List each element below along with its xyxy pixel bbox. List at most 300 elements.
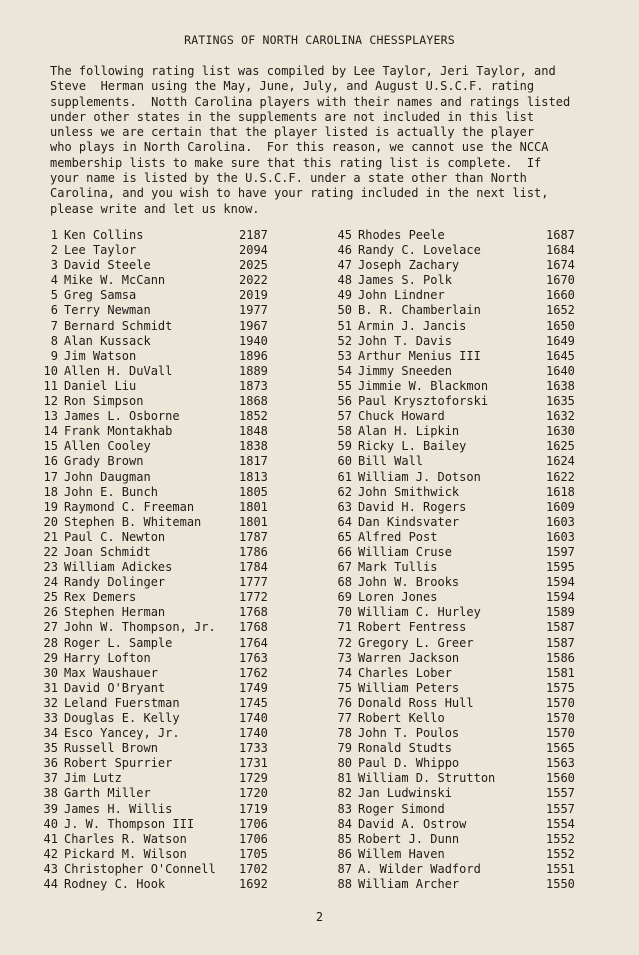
player-name: Allen H. DuVall (64, 363, 173, 378)
player-row (330, 485, 590, 500)
player-rating: 1645 (546, 348, 575, 363)
player-name: Gregory L. Greer (358, 635, 474, 650)
rank-number: 62 (337, 484, 352, 499)
rank-number: 30 (43, 665, 58, 680)
player-name: James H. Willis (64, 801, 173, 816)
ratings-list-right (330, 228, 590, 892)
rank-number: 73 (337, 650, 352, 665)
player-rating: 1557 (546, 801, 575, 816)
player-rating: 1719 (239, 801, 268, 816)
rank-number: 16 (43, 454, 58, 469)
player-rating: 1603 (546, 514, 575, 529)
player-rating: 2022 (239, 273, 268, 288)
player-name: Charles Lober (358, 665, 452, 680)
player-rating: 1557 (546, 786, 575, 801)
player-name: Paul D. Whippo (358, 756, 460, 771)
player-row (36, 741, 336, 756)
rank-number: 3 (50, 258, 58, 273)
player-rating: 1594 (546, 590, 575, 605)
player-row (330, 379, 590, 394)
player-name: Rhodes Peele (358, 228, 445, 242)
rank-number: 40 (43, 816, 58, 831)
player-rating: 1801 (239, 499, 268, 514)
player-name: Mark Tullis (358, 560, 438, 575)
player-name: John W. Brooks (358, 575, 460, 590)
player-name: Jan Ludwinski (358, 786, 452, 801)
player-name: Jim Watson (64, 348, 137, 363)
player-rating: 1660 (546, 288, 575, 303)
player-rating: 1720 (239, 786, 268, 801)
page-number: 2 (315, 910, 324, 924)
player-name: Ricky L. Bailey (358, 439, 467, 454)
player-row (36, 424, 336, 439)
intro-line: Carolina, and you wish to have your rating included in the next list, (50, 186, 549, 201)
player-name: John E. Bunch (64, 484, 158, 499)
player-name: David Steele (64, 258, 151, 273)
player-name: Ronald Studts (358, 741, 452, 756)
rank-number: 42 (43, 846, 58, 861)
rank-number: 51 (337, 318, 352, 333)
player-name: William Cruse (358, 544, 452, 559)
player-row (330, 681, 590, 696)
player-rating: 1587 (546, 620, 575, 635)
player-rating: 1670 (546, 273, 575, 288)
player-row (36, 303, 336, 318)
intro-line: supplements. Notth Carolina players with their names and ratings listed (50, 94, 571, 109)
player-rating: 1940 (239, 333, 268, 348)
player-name: Joseph Zachary (358, 258, 460, 273)
player-rating: 1638 (546, 378, 575, 393)
player-rating: 1967 (239, 318, 268, 333)
player-name: Loren Jones (358, 590, 438, 605)
player-rating: 1650 (546, 318, 575, 333)
player-rating: 1733 (239, 741, 268, 756)
player-name: Alfred Post (358, 529, 438, 544)
player-name: Daniel Liu (64, 378, 137, 393)
player-rating: 1687 (546, 228, 575, 242)
player-row (330, 575, 590, 590)
player-name: James S. Polk (358, 273, 452, 288)
rank-number: 66 (337, 544, 352, 559)
player-row (36, 666, 336, 681)
player-row (36, 409, 336, 424)
player-name: Warren Jackson (358, 650, 460, 665)
player-name: Alan H. Lipkin (358, 424, 460, 439)
player-row (330, 605, 590, 620)
rank-number: 84 (337, 816, 352, 831)
player-row (330, 319, 590, 334)
rank-number: 31 (43, 680, 58, 695)
player-name: Leland Fuerstman (64, 695, 180, 710)
player-rating: 1684 (546, 243, 575, 258)
intro-line: unless we are certain that the player listed is actually the player (50, 125, 535, 140)
intro-line: Steve Herman using the May, June, July, and August U.S.C.F. rating (50, 79, 535, 94)
player-row (330, 228, 590, 243)
rank-number: 71 (337, 620, 352, 635)
rank-number: 38 (43, 786, 58, 801)
player-rating: 1705 (239, 846, 268, 861)
player-row (330, 545, 590, 560)
rank-number: 68 (337, 575, 352, 590)
rank-number: 56 (337, 394, 352, 409)
player-row (36, 605, 336, 620)
player-name: Paul C. Newton (64, 529, 166, 544)
player-name: John T. Poulos (358, 726, 460, 741)
player-name: Donald Ross Hull (358, 695, 474, 710)
player-name: Pickard M. Wilson (64, 846, 187, 861)
rank-number: 47 (337, 258, 352, 273)
player-row (330, 832, 590, 847)
player-name: John Daugman (64, 469, 151, 484)
rank-number: 24 (43, 575, 58, 590)
rank-number: 79 (337, 741, 352, 756)
intro-line: please write and let us know. (50, 201, 260, 216)
player-row (330, 243, 590, 258)
player-rating: 2187 (239, 228, 268, 242)
player-row (36, 756, 336, 771)
player-row (330, 424, 590, 439)
ratings-list-left (36, 228, 336, 892)
player-name: Esco Yancey, Jr. (64, 726, 180, 741)
player-row (36, 832, 336, 847)
player-name: Bernard Schmidt (64, 318, 173, 333)
player-row (36, 575, 336, 590)
player-rating: 1551 (546, 861, 575, 876)
rank-number: 86 (337, 846, 352, 861)
player-rating: 1777 (239, 575, 268, 590)
rank-number: 27 (43, 620, 58, 635)
player-rating: 1674 (546, 258, 575, 273)
player-row (36, 862, 336, 877)
player-row (330, 651, 590, 666)
player-rating: 1763 (239, 650, 268, 665)
player-name: Jimmie W. Blackmon (358, 378, 489, 393)
player-name: Robert Spurrier (64, 756, 173, 771)
player-row (330, 741, 590, 756)
rank-number: 57 (337, 409, 352, 424)
rank-number: 35 (43, 741, 58, 756)
player-row (330, 771, 590, 786)
player-name: Stephen B. Whiteman (64, 514, 202, 529)
player-row (36, 273, 336, 288)
player-row (330, 666, 590, 681)
player-row (330, 802, 590, 817)
player-rating: 1552 (546, 846, 575, 861)
rank-number: 32 (43, 695, 58, 710)
player-row (36, 771, 336, 786)
player-rating: 2019 (239, 288, 268, 303)
player-row (36, 590, 336, 605)
player-row (330, 786, 590, 801)
player-row (330, 500, 590, 515)
player-row (36, 379, 336, 394)
player-name: Harry Lofton (64, 650, 151, 665)
player-rating: 1873 (239, 378, 268, 393)
player-rating: 1587 (546, 635, 575, 650)
player-name: Armin J. Jancis (358, 318, 467, 333)
rank-number: 37 (43, 771, 58, 786)
rank-number: 54 (337, 363, 352, 378)
rank-number: 50 (337, 303, 352, 318)
player-rating: 1702 (239, 861, 268, 876)
rank-number: 75 (337, 680, 352, 695)
player-rating: 1731 (239, 756, 268, 771)
rank-number: 88 (337, 877, 352, 892)
player-name: Garth Miller (64, 786, 151, 801)
player-name: Max Waushauer (64, 665, 158, 680)
rank-number: 26 (43, 605, 58, 620)
player-rating: 1764 (239, 635, 268, 650)
player-rating: 1813 (239, 469, 268, 484)
player-rating: 1575 (546, 680, 575, 695)
player-rating: 1594 (546, 575, 575, 590)
player-rating: 1868 (239, 394, 268, 409)
intro-line: The following rating list was compiled by Lee Taylor, Jeri Taylor, and (50, 64, 556, 78)
player-rating: 1692 (239, 877, 268, 892)
rank-number: 76 (337, 695, 352, 710)
player-row (36, 530, 336, 545)
player-row (36, 696, 336, 711)
rank-number: 83 (337, 801, 352, 816)
player-name: John W. Thompson, Jr. (64, 620, 216, 635)
player-name: Arthur Menius III (358, 348, 481, 363)
player-name: John Lindner (358, 288, 445, 303)
rank-number: 12 (43, 394, 58, 409)
player-row (330, 454, 590, 469)
player-rating: 1597 (546, 544, 575, 559)
rank-number: 29 (43, 650, 58, 665)
player-row (330, 409, 590, 424)
player-row (330, 349, 590, 364)
player-rating: 1745 (239, 695, 268, 710)
player-name: Robert Fentress (358, 620, 467, 635)
player-rating: 1630 (546, 424, 575, 439)
player-row (36, 470, 336, 485)
player-row (36, 394, 336, 409)
player-row (36, 711, 336, 726)
rank-number: 67 (337, 560, 352, 575)
player-row (36, 364, 336, 379)
intro-line: your name is listed by the U.S.C.F. under a state other than North (50, 171, 527, 186)
player-row (330, 394, 590, 409)
rank-number: 23 (43, 560, 58, 575)
player-name: J. W. Thompson III (64, 816, 195, 831)
player-name: Grady Brown (64, 454, 144, 469)
rank-number: 61 (337, 469, 352, 484)
player-name: James L. Osborne (64, 409, 180, 424)
player-rating: 1635 (546, 394, 575, 409)
player-name: William Peters (358, 680, 460, 695)
player-name: Christopher O'Connell (64, 861, 216, 876)
rank-number: 64 (337, 514, 352, 529)
rank-number: 70 (337, 605, 352, 620)
player-row (36, 334, 336, 349)
player-row (36, 786, 336, 801)
player-rating: 1563 (546, 756, 575, 771)
rank-number: 74 (337, 665, 352, 680)
player-name: Randy C. Lovelace (358, 243, 481, 258)
player-name: Mike W. McCann (64, 273, 166, 288)
player-row (36, 560, 336, 575)
player-name: Jim Lutz (64, 771, 122, 786)
player-rating: 1622 (546, 469, 575, 484)
rank-number: 58 (337, 424, 352, 439)
player-rating: 1848 (239, 424, 268, 439)
rank-number: 69 (337, 590, 352, 605)
player-row (36, 877, 336, 892)
rank-number: 1 (50, 228, 58, 242)
player-rating: 1772 (239, 590, 268, 605)
player-row (36, 319, 336, 334)
rank-number: 7 (50, 318, 58, 333)
intro-line: under other states in the supplements are not included in this list (50, 109, 535, 124)
player-row (36, 439, 336, 454)
player-row (330, 258, 590, 273)
rank-number: 48 (337, 273, 352, 288)
rank-number: 34 (43, 726, 58, 741)
player-rating: 1889 (239, 363, 268, 378)
player-rating: 1649 (546, 333, 575, 348)
player-rating: 1554 (546, 816, 575, 831)
rank-number: 80 (337, 756, 352, 771)
player-name: David H. Rogers (358, 499, 467, 514)
player-rating: 1570 (546, 711, 575, 725)
player-row (330, 862, 590, 877)
intro-line: who plays in North Carolina. For this reason, we cannot use the NCCA (50, 140, 549, 155)
player-name: John T. Davis (358, 333, 452, 348)
player-rating: 1740 (239, 726, 268, 741)
player-row (330, 636, 590, 651)
player-row (330, 530, 590, 545)
player-rating: 1706 (239, 816, 268, 831)
rank-number: 18 (43, 484, 58, 499)
player-rating: 1852 (239, 409, 268, 424)
player-rating: 1586 (546, 650, 575, 665)
rank-number: 82 (337, 786, 352, 801)
player-name: Chuck Howard (358, 409, 445, 424)
player-name: Robert Kello (358, 711, 445, 725)
player-row (36, 228, 336, 243)
rank-number: 25 (43, 590, 58, 605)
player-name: John Smithwick (358, 484, 460, 499)
rank-number: 9 (50, 348, 58, 363)
rank-number: 53 (337, 348, 352, 363)
player-rating: 2094 (239, 243, 268, 258)
player-rating: 1749 (239, 680, 268, 695)
player-rating: 1552 (546, 831, 575, 846)
rank-number: 65 (337, 529, 352, 544)
player-name: Ken Collins (64, 228, 144, 242)
player-rating: 1768 (239, 620, 268, 635)
player-name: Russell Brown (64, 741, 158, 756)
player-name: Bill Wall (358, 454, 424, 469)
player-name: Greg Samsa (64, 288, 137, 303)
player-rating: 1740 (239, 711, 268, 725)
player-name: Lee Taylor (64, 243, 137, 258)
player-row (36, 847, 336, 862)
player-row (36, 802, 336, 817)
player-row (330, 288, 590, 303)
player-name: Terry Newman (64, 303, 151, 318)
player-rating: 1787 (239, 529, 268, 544)
rank-number: 28 (43, 635, 58, 650)
player-row (36, 620, 336, 635)
rank-number: 36 (43, 756, 58, 771)
rank-number: 45 (337, 228, 352, 242)
player-row (330, 439, 590, 454)
player-name: William C. Hurley (358, 605, 481, 620)
player-name: David O'Bryant (64, 680, 166, 695)
intro-line: membership lists to make sure that this rating list is complete. If (50, 155, 542, 170)
player-name: Raymond C. Freeman (64, 499, 195, 514)
rank-number: 19 (43, 499, 58, 514)
player-name: Randy Dolinger (64, 575, 166, 590)
rank-number: 52 (337, 333, 352, 348)
player-row (36, 651, 336, 666)
player-rating: 1977 (239, 303, 268, 318)
player-rating: 1603 (546, 529, 575, 544)
player-name: William Adickes (64, 560, 173, 575)
rank-number: 11 (43, 378, 58, 393)
player-row (36, 681, 336, 696)
player-name: Frank Montakhab (64, 424, 173, 439)
player-row (36, 726, 336, 741)
rank-number: 63 (337, 499, 352, 514)
player-row (330, 877, 590, 892)
player-name: William J. Dotson (358, 469, 481, 484)
player-rating: 1838 (239, 439, 268, 454)
player-row (36, 288, 336, 303)
player-rating: 1786 (239, 544, 268, 559)
player-rating: 1729 (239, 771, 268, 786)
page-title: RATINGS OF NORTH CAROLINA CHESSPLAYERS (184, 33, 455, 47)
player-row (36, 636, 336, 651)
player-name: A. Wilder Wadford (358, 861, 481, 876)
player-row (36, 817, 336, 832)
player-row (330, 726, 590, 741)
intro-paragraph (50, 64, 610, 217)
player-row (330, 696, 590, 711)
player-name: William D. Strutton (358, 771, 496, 786)
player-rating: 1706 (239, 831, 268, 846)
rank-number: 87 (337, 861, 352, 876)
player-row (36, 454, 336, 469)
player-rating: 1565 (546, 741, 575, 756)
player-row (330, 847, 590, 862)
player-row (36, 349, 336, 364)
player-rating: 1625 (546, 439, 575, 454)
player-rating: 2025 (239, 258, 268, 273)
rank-number: 17 (43, 469, 58, 484)
player-rating: 1762 (239, 665, 268, 680)
rank-number: 49 (337, 288, 352, 303)
rank-number: 20 (43, 514, 58, 529)
player-rating: 1618 (546, 484, 575, 499)
player-name: Roger L. Sample (64, 635, 173, 650)
rank-number: 81 (337, 771, 352, 786)
player-row (330, 590, 590, 605)
player-rating: 1595 (546, 560, 575, 575)
rank-number: 8 (50, 333, 58, 348)
rank-number: 39 (43, 801, 58, 816)
player-row (36, 500, 336, 515)
player-row (330, 303, 590, 318)
player-row (330, 711, 590, 726)
player-name: Dan Kindsvater (358, 514, 460, 529)
player-name: Alan Kussack (64, 333, 151, 348)
player-rating: 1609 (546, 499, 575, 514)
player-rating: 1570 (546, 695, 575, 710)
